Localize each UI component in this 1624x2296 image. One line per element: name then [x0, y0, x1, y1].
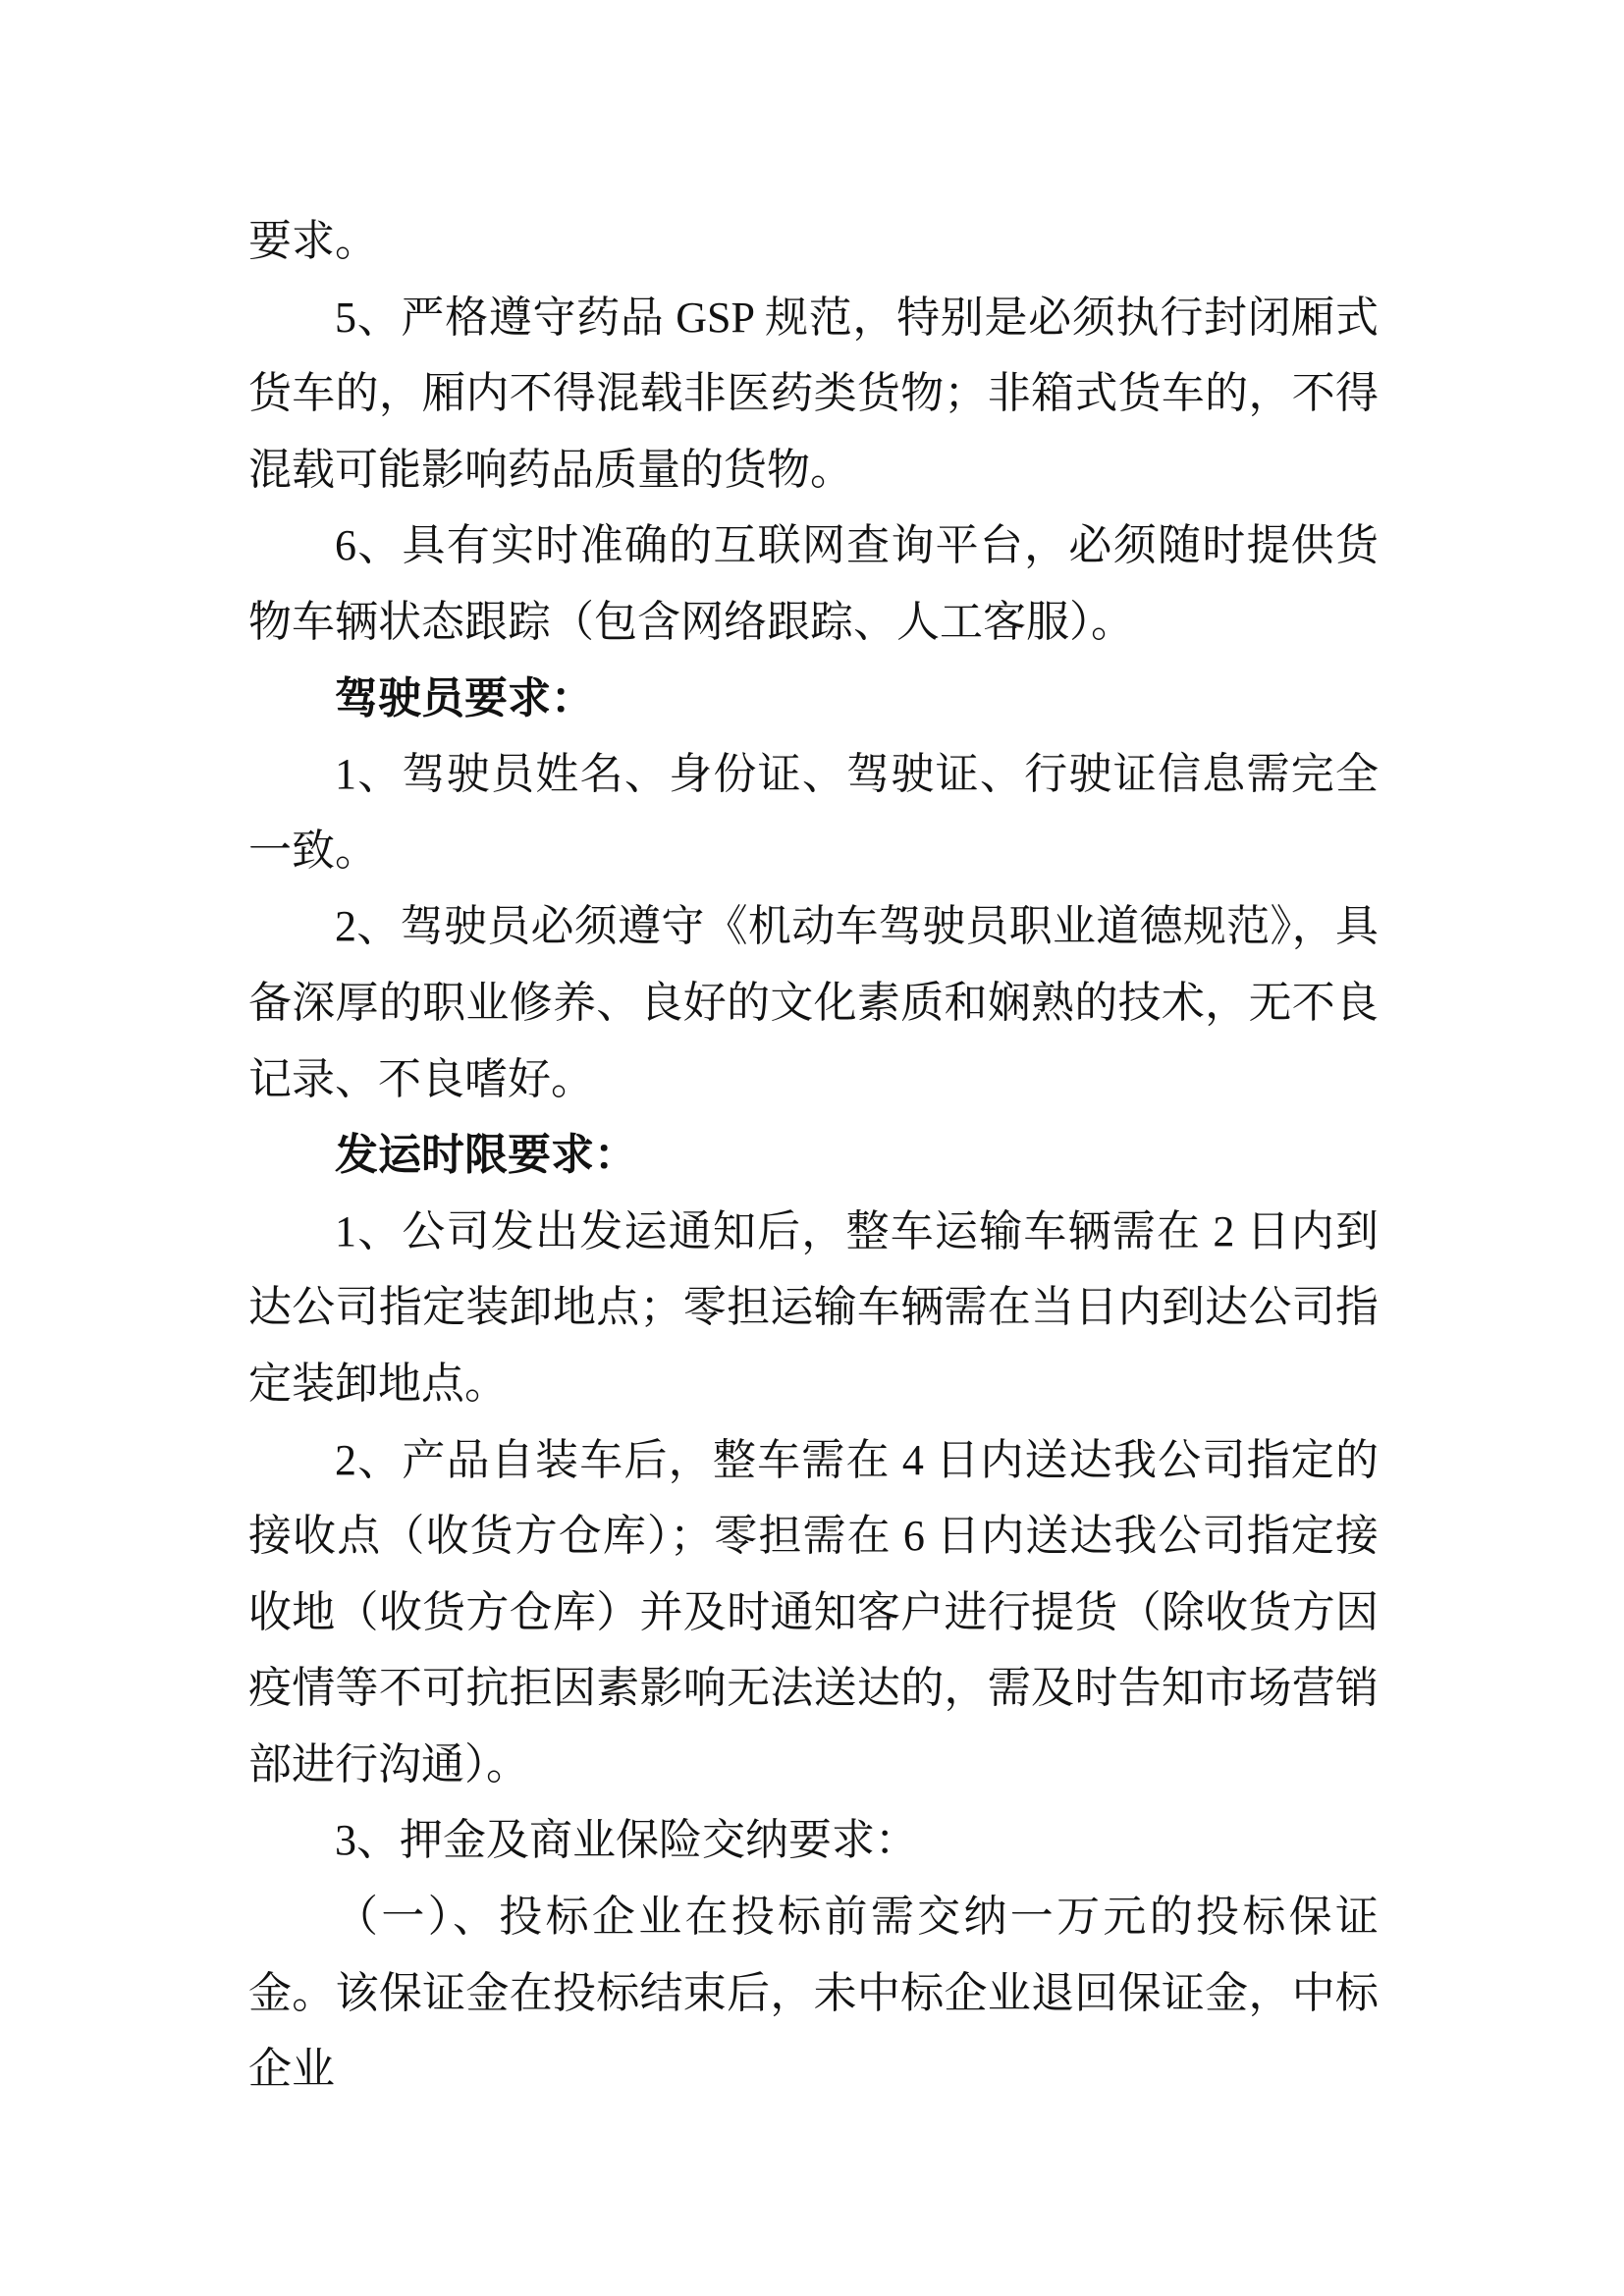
paragraph-item-6-tracking-platform: 6、具有实时准确的互联网查询平台，必须随时提供货物车辆状态跟踪（包含网络跟踪、人工客服）。 — [248, 521, 1379, 646]
paragraph-shipping-item-2-delivery-time: 2、产品自装车后，整车需在 4 日内送达我公司指定的接收点（收货方仓库）；零担需在 6 日内送达我公司指定接收地（收货方仓库）并及时通知客户进行提货（除收货方因疫情等不可抗拒因素影响无法送达的，需及时告知市场营销部进行沟通）。 — [248, 1435, 1379, 1789]
paragraph-driver-item-2-professional-ethics: 2、驾驶员必须遵守《机动车驾驶员职业道德规范》，具备深厚的职业修养、良好的文化素质和娴熟的技术，无不良记录、不良嗜好。 — [248, 902, 1379, 1103]
paragraph-continuation-tail: 要求。 — [248, 217, 378, 265]
paragraph-driver-item-1-id-consistency: 1、驾驶员姓名、身份证、驾驶证、行驶证信息需完全一致。 — [248, 750, 1379, 875]
paragraph-item-3-deposit-insurance-heading: 3、押金及商业保险交纳要求： — [335, 1816, 918, 1865]
heading-driver-requirements: 驾驶员要求： — [335, 673, 594, 722]
paragraph-deposit-item-1-bid-bond: （一）、投标企业在投标前需交纳一万元的投标保证金。该保证金在投标结束后，未中标企业退回保证金，中标企业 — [248, 1893, 1379, 2094]
paragraph-shipping-item-1-arrival-time: 1、公司发出发运通知后，整车运输车辆需在 2 日内到达公司指定装卸地点；零担运输车辆需在当日内到达公司指定装卸地点。 — [248, 1206, 1379, 1408]
heading-shipping-time-requirements: 发运时限要求： — [335, 1131, 637, 1180]
document-text-block — [248, 203, 1379, 2108]
paragraph-item-5-gsp-compliance: 5、严格遵守药品 GSP 规范，特别是必须执行封闭厢式货车的，厢内不得混载非医药类货物；非箱式货车的，不得混载可能影响药品质量的货物。 — [248, 293, 1379, 494]
